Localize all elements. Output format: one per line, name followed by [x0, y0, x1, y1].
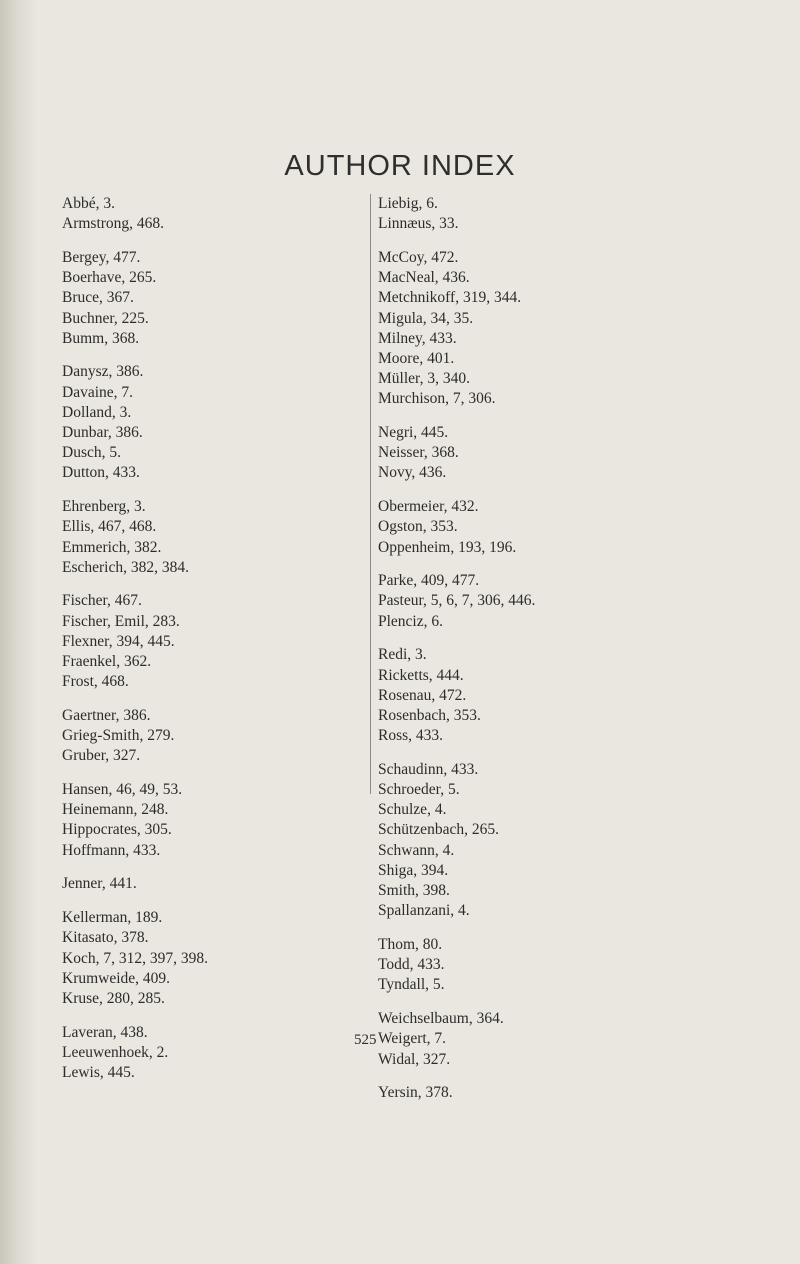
index-entry: Jenner, 441. [62, 875, 137, 893]
index-entry: Lewis, 445. [62, 1064, 135, 1082]
index-entry: Milney, 433. [378, 329, 457, 347]
index-entry: Migula, 34, 35. [378, 309, 474, 327]
index-entry: Parke, 409, 477. [378, 572, 480, 590]
index-entry: Kruse, 280, 285. [62, 989, 165, 1007]
index-entry: Fischer, 467. [62, 592, 142, 610]
index-group [378, 194, 718, 234]
index-entry: Novy, 436. [378, 464, 447, 482]
index-entry: Dutton, 433. [62, 464, 140, 482]
index-entry: Thom, 80. [378, 936, 443, 953]
index-entry: Linnæus, 33. [378, 215, 459, 233]
index-entry: Hansen, 46, 49, 53. [62, 781, 183, 799]
index-entry: Laveran, 438. [62, 1023, 148, 1041]
index-entry: Weichselbaum, 364. [378, 1010, 504, 1028]
index-entry: Dolland, 3. [62, 403, 132, 421]
index-entry: Bumm, 368. [62, 329, 140, 347]
index-entry: Fischer, Emil, 283. [62, 612, 180, 630]
index-entry: Todd, 433. [378, 956, 445, 974]
index-column-right [370, 194, 718, 1102]
index-group [62, 194, 352, 234]
index-entry: Boerhave, 265. [62, 269, 157, 287]
index-group [378, 497, 718, 558]
index-group [62, 591, 352, 692]
index-entry: Dunbar, 386. [62, 424, 143, 442]
index-group [62, 497, 352, 578]
index-entry: Flexner, 394, 445. [62, 632, 175, 650]
index-group [378, 935, 718, 996]
index-entry: Leeuwenhoek, 2. [62, 1043, 169, 1061]
index-entry: Ricketts, 444. [378, 666, 464, 684]
index-entry: Fraenkel, 362. [62, 653, 152, 671]
index-entry: Abbé, 3. [62, 195, 115, 212]
index-entry: McCoy, 472. [378, 248, 459, 266]
index-group [62, 248, 352, 349]
index-entry: Bergey, 477. [62, 248, 141, 266]
page-title: AUTHOR INDEX [284, 150, 516, 182]
index-entry: Gruber, 327. [62, 747, 141, 765]
index-entry: Metchnikoff, 319, 344. [378, 289, 522, 307]
index-entry: Frost, 468. [62, 673, 129, 691]
index-entry: Emmerich, 382. [62, 538, 162, 556]
index-entry: Müller, 3, 340. [378, 370, 470, 388]
index-entry: Moore, 401. [378, 349, 455, 367]
index-entry: Schützenbach, 265. [378, 821, 499, 839]
index-entry: Rosenbach, 353. [378, 706, 481, 724]
index-entry: Negri, 445. [378, 424, 449, 442]
index-group [378, 248, 718, 410]
index-group [378, 1009, 718, 1070]
index-entry: Neisser, 368. [378, 444, 459, 462]
index-group [378, 760, 718, 922]
index-entry: Smith, 398. [378, 882, 450, 900]
index-group [378, 1083, 718, 1103]
index-entry: Ross, 433. [378, 727, 444, 745]
index-entry: Kitasato, 378. [62, 929, 149, 947]
index-entry: Grieg-Smith, 279. [62, 727, 175, 745]
index-entry: Dusch, 5. [62, 444, 121, 462]
index-entry: Tyndall, 5. [378, 976, 445, 994]
index-entry: Plenciz, 6. [378, 612, 443, 630]
index-entry: Hippocrates, 305. [62, 821, 172, 839]
index-entry: Pasteur, 5, 6, 7, 306, 446. [378, 592, 536, 610]
index-entry: Schaudinn, 433. [378, 760, 479, 778]
index-entry: Rosenau, 472. [378, 686, 467, 704]
index-group [378, 571, 718, 632]
page-edge-shadow [0, 0, 38, 1264]
index-entry: Murchison, 7, 306. [378, 390, 496, 408]
index-group [62, 706, 352, 767]
index-entry: Ehrenberg, 3. [62, 498, 146, 516]
index-entry: Ellis, 467, 468. [62, 518, 157, 536]
index-entry: Armstrong, 468. [62, 215, 165, 233]
index-group [378, 423, 718, 484]
index-entry: Redi, 3. [378, 646, 427, 664]
index-entry: Schroeder, 5. [378, 781, 460, 799]
page-number: 525 [354, 1032, 377, 1048]
index-entry: Shiga, 394. [378, 861, 449, 879]
index-entry: Schwann, 4. [378, 841, 455, 859]
index-entry: Heinemann, 248. [62, 801, 169, 819]
index-entry: Ogston, 353. [378, 518, 458, 536]
index-entry: Buchner, 225. [62, 309, 149, 327]
index-entry: Oppenheim, 193, 196. [378, 538, 517, 556]
index-entry: Obermeier, 432. [378, 498, 479, 516]
index-entry: Schulze, 4. [378, 801, 447, 819]
index-entry: Bruce, 367. [62, 289, 134, 307]
index-entry: Yersin, 378. [378, 1084, 453, 1102]
index-group [62, 908, 352, 1009]
index-group [378, 645, 718, 746]
index-entry: Kellerman, 189. [62, 909, 163, 927]
index-entry: Escherich, 382, 384. [62, 558, 189, 576]
index-entry: Liebig, 6. [378, 195, 438, 212]
index-entry: Hoffmann, 433. [62, 841, 161, 859]
index-group [62, 780, 352, 861]
index-entry: Widal, 327. [378, 1050, 451, 1068]
index-entry: Krumweide, 409. [62, 969, 171, 987]
index-group [62, 874, 352, 894]
index-entry: Koch, 7, 312, 397, 398. [62, 949, 208, 967]
index-group [62, 1023, 352, 1084]
index-group [62, 362, 352, 483]
index-entry: Davaine, 7. [62, 383, 134, 401]
index-entry: Gaertner, 386. [62, 706, 151, 724]
index-entry: MacNeal, 436. [378, 269, 470, 287]
index-entry: Danysz, 386. [62, 363, 144, 381]
index-entry: Spallanzani, 4. [378, 902, 470, 920]
index-column-left [62, 194, 352, 1097]
index-entry: Weigert, 7. [378, 1030, 447, 1048]
